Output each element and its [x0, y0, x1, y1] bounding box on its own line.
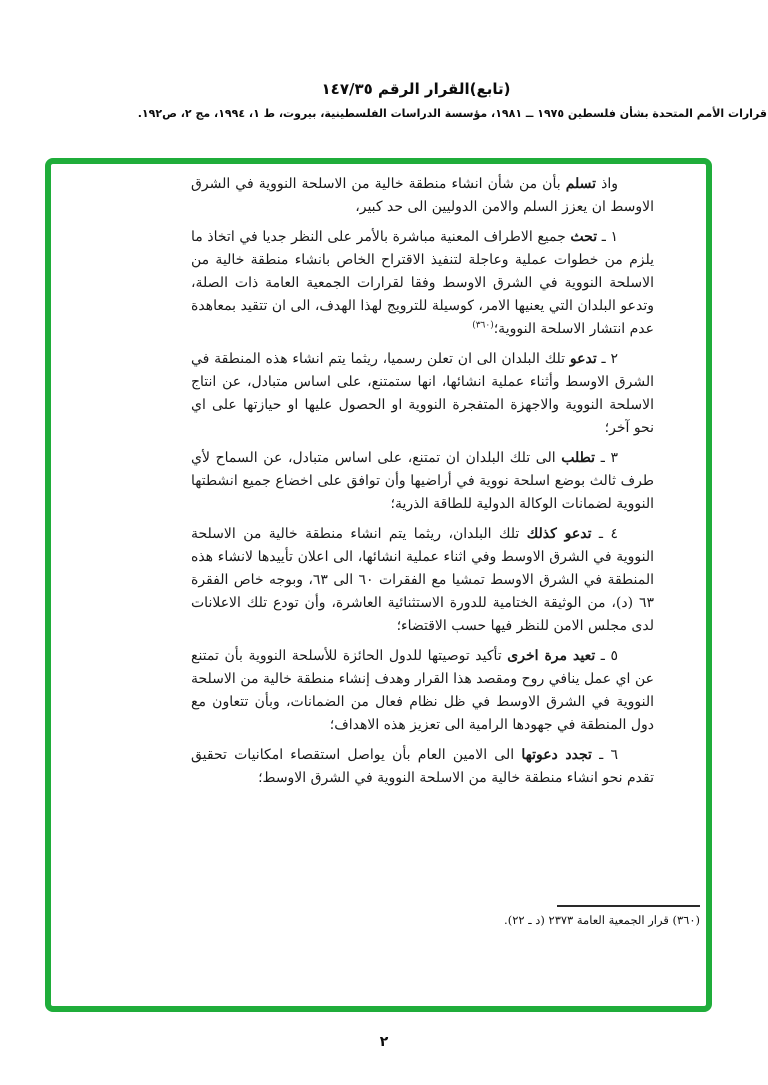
- page-title: (تابع)القرار الرقم ١٤٧/٣٥: [321, 80, 511, 98]
- resolution-text: [191, 173, 654, 797]
- operative-paragraph-5: [191, 645, 654, 737]
- footnote-reference: (٣٦٠): [472, 320, 494, 331]
- operative-paragraph-3: [191, 447, 654, 516]
- paragraph-text: تلك البلدان الى ان تعلن رسميا، ريثما يتم انشاء هذه المنطقة في الشرق الاوسط وأثناء عملية انشائها، انها ستمتنع، على اساس متبادل، عن انتاج الاسلحة النووية والاجهزة المتفجرة النووية او الحصول عليها او حيازتها على اي نحو آخر؛: [191, 351, 654, 436]
- paragraph-number: ٦ ـ: [599, 747, 618, 763]
- preamble-paragraph: [191, 173, 654, 219]
- footnote-divider: [557, 905, 700, 907]
- page-number: ٢: [379, 1034, 389, 1050]
- paragraph-lead: تدعو كذلك: [526, 526, 592, 542]
- paragraph-lead: تعيد مرة اخرى: [507, 648, 596, 664]
- paragraph-number: ٤ ـ: [598, 526, 618, 542]
- preamble-text: بأن من شأن انشاء منطقة خالية من الاسلحة النووية في الشرق الاوسط ان يعزز السلم والامن الدوليين الى حد كبير،: [191, 176, 654, 215]
- paragraph-text: الى تلك البلدان ان تمتنع، على اساس متبادل، عن السماح لأي طرف ثالث بوضع اسلحة نووية في أراضيها وأن توافق على اخضاع جميع انشطتها النووية لضمانات الوكالة الدولية للطاقة الذرية؛: [191, 450, 654, 512]
- paragraph-lead: تجدد دعوتها: [521, 747, 592, 763]
- source-citation: قرارات الأمم المتحدة بشأن فلسطين ١٩٧٥ ــ ١٩٨١، مؤسسة الدراسات الفلسطينية، بيروت، ط ١، ١٩٩٤، مج ٢، ص١٩٢.: [137, 107, 767, 120]
- footnote: (٣٦٠) قرار الجمعية العامة ٢٣٧٣ (د ـ ٢٢).: [504, 913, 700, 927]
- paragraph-text: تلك البلدان، ريثما يتم انشاء منطقة خالية من الاسلحة النووية في الشرق الاوسط وفي اثناء عملية انشائها، الى اعلان تأييدها لانشاء هذه المنطقة في الشرق الاوسط تمشيا مع الفقرات ٦٠ الى ٦٣، وبوجه خاص الفقرة ٦٣ (د)، من الوثيقة الختامية للدورة الاستثنائية العاشرة، وأن تودع تلك الاعلانات لدى مجلس الامن للنظر فيها حسب الاقتضاء؛: [191, 526, 654, 634]
- paragraph-text: جميع الاطراف المعنية مباشرة بالأمر على النظر جديا في اتخاذ ما يلزم من خطوات عملية وعاجلة لتنفيذ الاقتراح الخاص بانشاء منطقة خالية من الاسلحة النووية في الشرق الاوسط وفقا لقرارات الجمعية العامة ذات الصلة، وتدعو البلدان التي يعنيها الامر، كوسيلة للترويج لهذا الهدف، الى ان تتقيد بمعاهدة عدم انتشار الاسلحة النووية؛: [191, 229, 654, 337]
- paragraph-number: ٣ ـ: [600, 450, 618, 466]
- green-highlight-box: [45, 158, 712, 1012]
- operative-paragraph-4: [191, 523, 654, 638]
- paragraph-number: ٢ ـ: [601, 351, 618, 367]
- paragraph-lead: تدعو: [569, 351, 597, 367]
- paragraph-lead: تطلب: [561, 450, 596, 466]
- preamble-lead: تسلم: [565, 176, 597, 192]
- paragraph-number: ٥ ـ: [600, 648, 618, 664]
- paragraph-number: ١ ـ: [601, 229, 618, 245]
- paragraph-text: تأكيد توصيتها للدول الحائزة للأسلحة النووية بأن تمتنع عن اي عمل ينافي روح ومقصد هذا القرار وهدف إنشاء منطقة خالية من الاسلحة النووية في الشرق الاوسط في ظل نظام فعال من الضمانات، وبأن تتعاون مع دول المنطقة في جهودها الرامية الى تعزيز هذه الاهداف؛: [191, 648, 654, 733]
- operative-paragraph-6: [191, 744, 654, 790]
- operative-paragraph-1: [191, 226, 654, 341]
- paragraph-text: الى الامين العام بأن يواصل استقصاء امكانيات تحقيق تقدم نحو انشاء منطقة خالية من الاسلحة النووية في الشرق الاوسط؛: [191, 747, 654, 786]
- preamble-prefix: واذ: [601, 176, 618, 192]
- operative-paragraph-2: [191, 348, 654, 440]
- paragraph-lead: تحث: [570, 229, 598, 245]
